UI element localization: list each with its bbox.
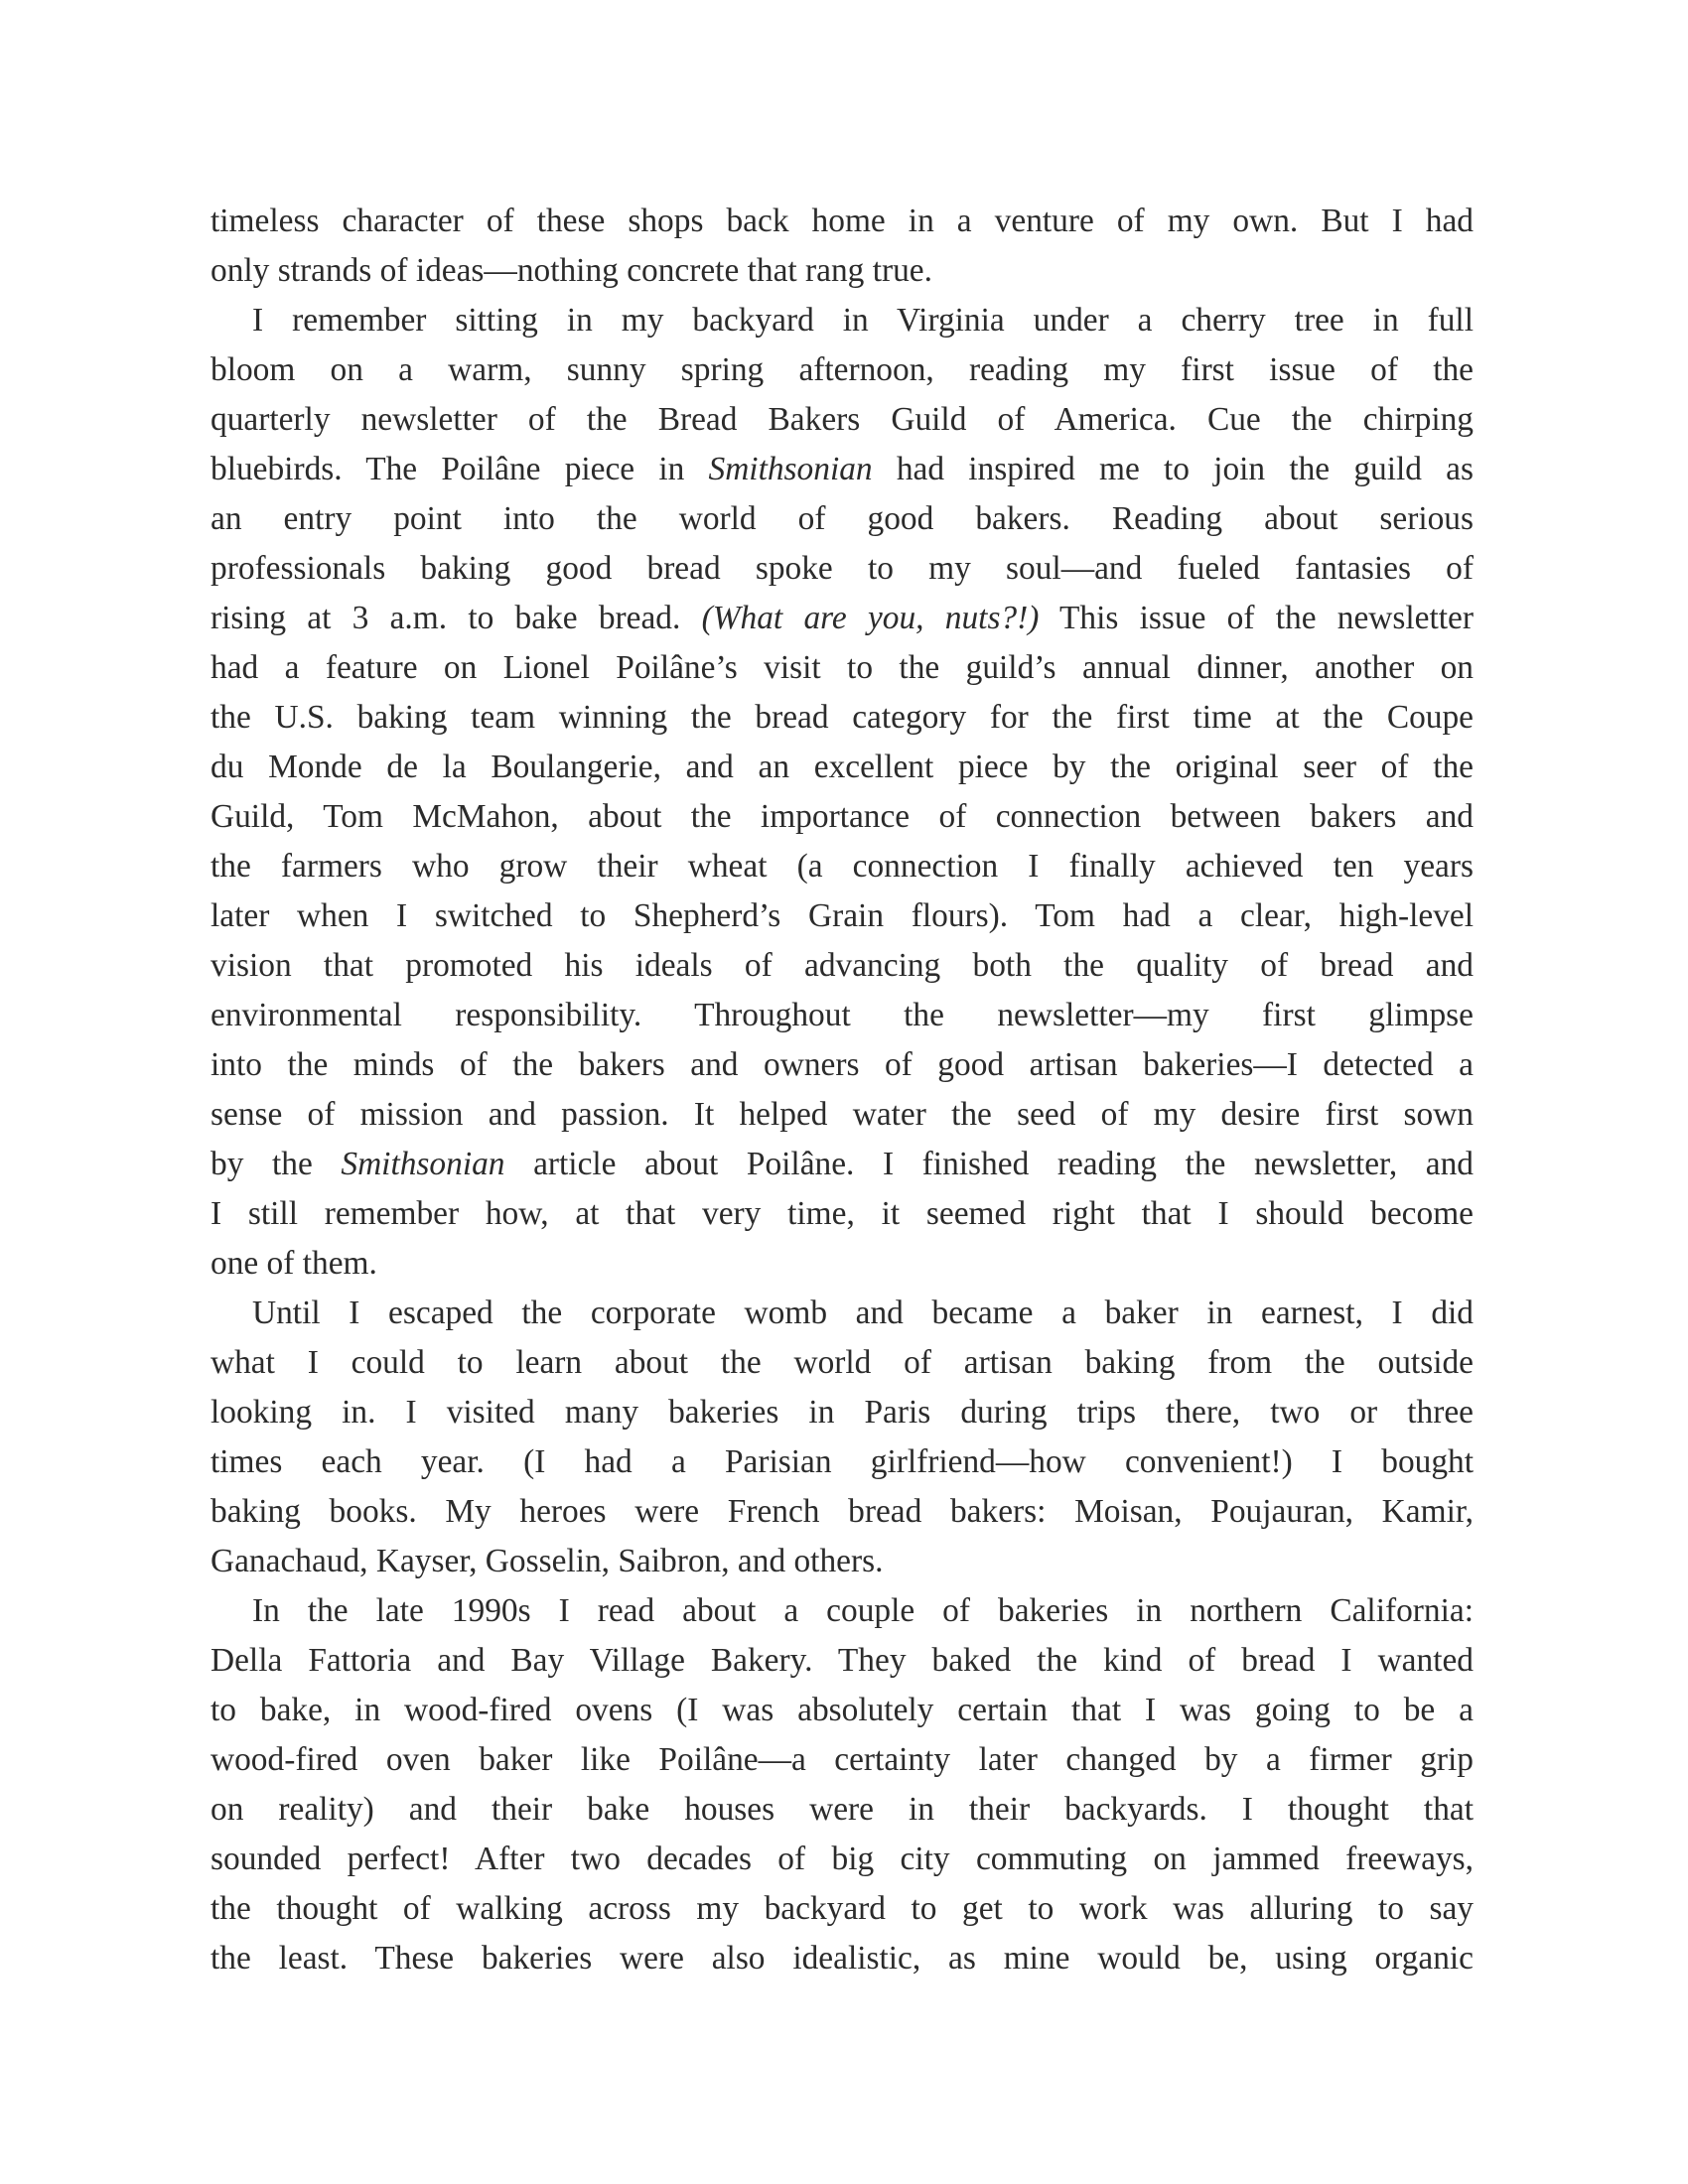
text-span: article about Poilâne. I finished reading the newsletter, and <box>504 1146 1474 1182</box>
text-line: professionals baking good bread spoke to my soul—and fueled fantasies of <box>211 550 1474 587</box>
text-line: du Monde de la Boulangerie, and an excellent piece by the original seer of the <box>211 749 1474 785</box>
text-line: sounded perfect! After two decades of big city commuting on jammed freeways, <box>211 1841 1474 1877</box>
text-line: Guild, Tom McMahon, about the importance of connection between bakers and <box>211 798 1474 835</box>
text-line: bloom on a warm, sunny spring afternoon, reading my first issue of the <box>211 351 1474 388</box>
text-line <box>211 445 1474 494</box>
text-line: wood-fired oven baker like Poilâne—a certainty later changed by a firmer grip <box>211 1741 1474 1778</box>
text-line: looking in. I visited many bakeries in Paris during trips there, two or three <box>211 1394 1474 1431</box>
text-span: by the <box>211 1146 342 1182</box>
text-line: only strands of ideas—nothing concrete that rang true. <box>211 252 932 289</box>
italic-text: (What are you, nuts?!) <box>701 600 1040 636</box>
text-line: In the late 1990s I read about a couple of bakeries in northern California: <box>252 1592 1474 1629</box>
text-line <box>211 1140 1474 1189</box>
text-line: the U.S. baking team winning the bread category for the first time at the Coupe <box>211 699 1474 736</box>
text-line: later when I switched to Shepherd’s Grain flours). Tom had a clear, high-level <box>211 897 1474 934</box>
italic-text: Smithsonian <box>708 451 873 487</box>
text-line: Until I escaped the corporate womb and became a baker in earnest, I did <box>252 1295 1474 1331</box>
text-line: times each year. (I had a Parisian girlfriend—how convenient!) I bought <box>211 1443 1474 1480</box>
text-line: I remember sitting in my backyard in Virginia under a cherry tree in full <box>252 302 1474 339</box>
text-span: This issue of the newsletter <box>1039 600 1474 636</box>
text-line: environmental responsibility. Throughout the newsletter—my first glimpse <box>211 997 1474 1033</box>
text-line: had a feature on Lionel Poilâne’s visit to the guild’s annual dinner, another on <box>211 649 1474 686</box>
text-line: the farmers who grow their wheat (a connection I finally achieved ten years <box>211 848 1474 885</box>
text-line: vision that promoted his ideals of advancing both the quality of bread and <box>211 947 1474 984</box>
text-line: Ganachaud, Kayser, Gosselin, Saibron, and others. <box>211 1543 884 1579</box>
text-line: timeless character of these shops back home in a venture of my own. But I had <box>211 203 1474 239</box>
text-line: into the minds of the bakers and owners of good artisan bakeries—I detected a <box>211 1046 1474 1083</box>
text-line: the thought of walking across my backyard to get to work was alluring to say <box>211 1890 1474 1927</box>
text-line: I still remember how, at that very time, it seemed right that I should become <box>211 1195 1474 1232</box>
text-line: quarterly newsletter of the Bread Bakers Guild of America. Cue the chirping <box>211 401 1474 438</box>
text-span: rising at 3 a.m. to bake bread. <box>211 600 702 636</box>
text-line: baking books. My heroes were French bread bakers: Moisan, Poujauran, Kamir, <box>211 1493 1474 1530</box>
text-line <box>211 594 1474 643</box>
italic-text: Smithsonian <box>341 1146 505 1182</box>
text-line: to bake, in wood-fired ovens (I was absolutely certain that I was going to be a <box>211 1692 1474 1728</box>
text-span: bluebirds. The Poilâne piece in <box>211 451 709 487</box>
text-line: sense of mission and passion. It helped water the seed of my desire first sown <box>211 1096 1474 1133</box>
body-text <box>211 197 1474 1983</box>
text-line: what I could to learn about the world of artisan baking from the outside <box>211 1344 1474 1381</box>
text-line: an entry point into the world of good bakers. Reading about serious <box>211 500 1474 537</box>
text-line: Della Fattoria and Bay Village Bakery. They baked the kind of bread I wanted <box>211 1642 1474 1679</box>
text-span: had inspired me to join the guild as <box>872 451 1474 487</box>
text-line: one of them. <box>211 1245 377 1282</box>
text-line: on reality) and their bake houses were in their backyards. I thought that <box>211 1791 1474 1828</box>
text-line: the least. These bakeries were also idealistic, as mine would be, using organic <box>211 1940 1474 1977</box>
